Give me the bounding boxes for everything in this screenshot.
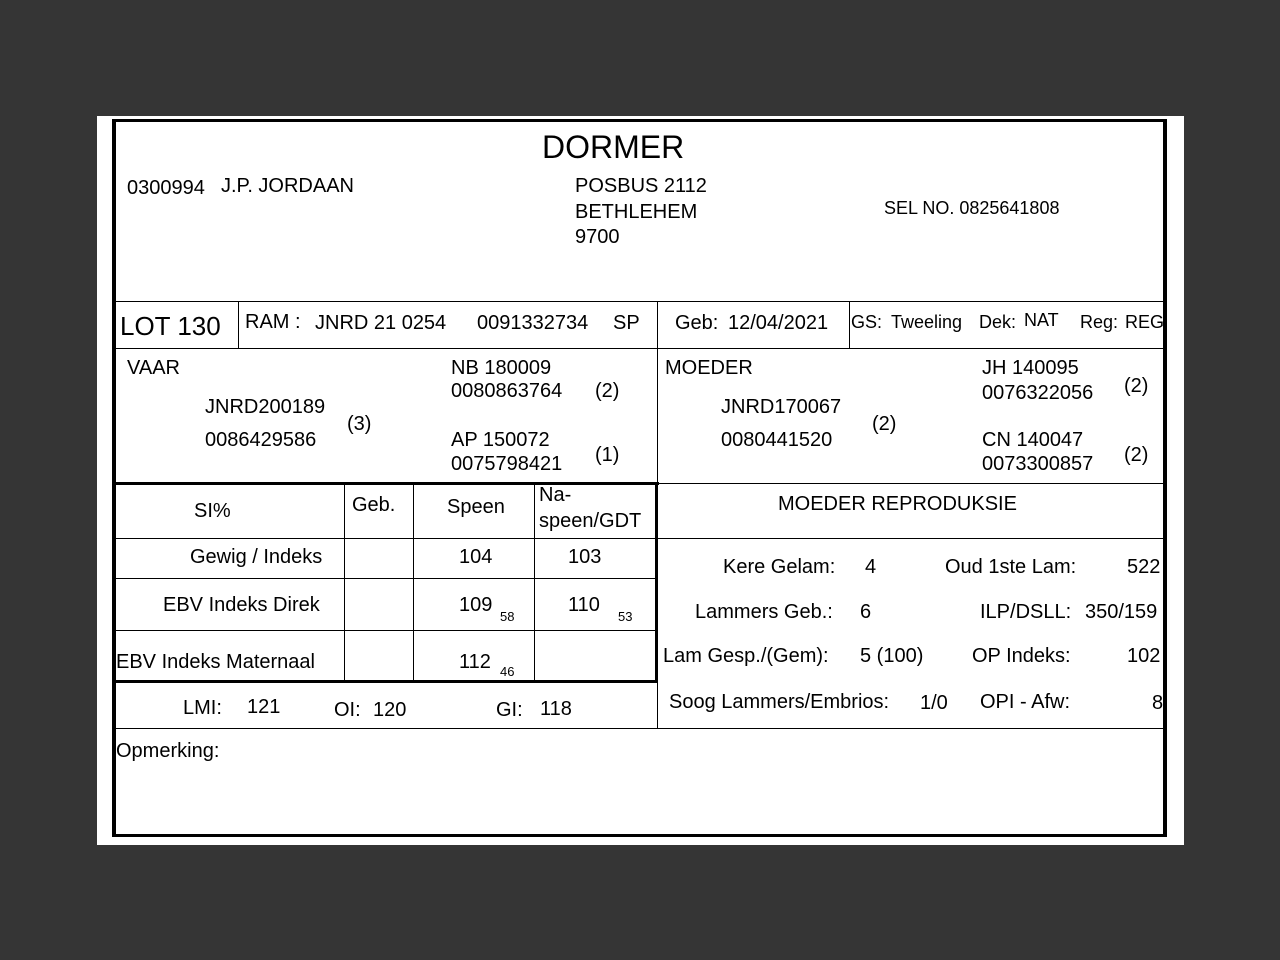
ilp-value: 350/159 (1085, 601, 1158, 623)
divider (849, 301, 850, 348)
divider (657, 301, 658, 348)
sire-count: (3) (347, 413, 372, 435)
divider (657, 682, 658, 728)
remarks-label: Opmerking: (116, 740, 220, 762)
sire-sire-count: (2) (595, 380, 620, 402)
divider (116, 728, 1167, 729)
sale-card-sheet (97, 116, 1184, 845)
dam-dam-id: CN 140047 (982, 429, 1084, 451)
dam-count: (2) (872, 413, 897, 435)
divider (657, 483, 1167, 484)
divider (413, 484, 414, 681)
phone-number: SEL NO. 0825641808 (884, 198, 1060, 218)
row-label: EBV Indeks Maternaal (116, 651, 315, 673)
opi-label: OPI - Afw: (980, 691, 1071, 713)
oi-value: 120 (373, 699, 407, 721)
divider (116, 680, 658, 683)
ram-number: 0091332734 (477, 312, 589, 334)
speen-accuracy: 46 (500, 664, 515, 679)
sire-dam-count: (1) (595, 444, 620, 466)
lam-gesp-label: Lam Gesp./(Gem): (663, 645, 829, 667)
address-line-1: POSBUS 2112 (575, 175, 707, 197)
dam-sire-number: 0076322056 (982, 382, 1094, 404)
sire-sire-id: NB 180009 (451, 357, 552, 379)
speen-accuracy: 58 (500, 609, 515, 624)
si-header: SI% (194, 500, 231, 522)
ram-label: RAM : (245, 311, 301, 333)
sale-card (112, 119, 1167, 837)
sire-label: VAAR (127, 357, 180, 379)
owner-name: J.P. JORDAAN (221, 175, 354, 197)
naspeen-value: 103 (568, 546, 602, 568)
divider (344, 484, 345, 681)
dek-value: NAT (1024, 310, 1059, 330)
dam-label: MOEDER (665, 357, 753, 379)
ilp-label: ILP/DSLL: (980, 601, 1072, 623)
dam-dam-count: (2) (1124, 444, 1149, 466)
address-line-3: 9700 (575, 226, 620, 248)
lmi-value: 121 (247, 696, 281, 718)
sire-id: JNRD200189 (205, 396, 326, 418)
row-label: EBV Indeks Direk (163, 594, 320, 616)
dek-label: Dek: (979, 312, 1017, 332)
dam-sire-count: (2) (1124, 375, 1149, 397)
owner-code: 0300994 (127, 177, 205, 199)
sire-sire-number: 0080863764 (451, 380, 563, 402)
naspeen-accuracy: 53 (618, 609, 633, 624)
dam-dam-number: 0073300857 (982, 453, 1094, 475)
gi-label: GI: (496, 699, 523, 721)
soog-label: Soog Lammers/Embrios: (669, 691, 890, 713)
oud-label: Oud 1ste Lam: (945, 556, 1077, 578)
speen-value: 112 (459, 651, 491, 673)
gi-value: 118 (540, 698, 572, 720)
address-line-2: BETHLEHEM (575, 201, 698, 223)
dam-id: JNRD170067 (721, 396, 842, 418)
sire-dam-number: 0075798421 (451, 453, 563, 475)
lammers-geb-label: Lammers Geb.: (695, 601, 833, 623)
kere-gelam-value: 4 (865, 556, 877, 578)
divider (116, 538, 1167, 539)
divider (116, 348, 1167, 349)
speen-header: Speen (447, 496, 505, 518)
divider (238, 301, 239, 348)
naspeen-header: Na- (539, 484, 572, 506)
speen-value: 104 (459, 546, 493, 568)
sire-number: 0086429586 (205, 429, 317, 451)
divider (534, 484, 535, 681)
lam-gesp-value: 5 (100) (860, 645, 924, 667)
ram-suffix: SP (613, 312, 640, 334)
opi-value: 8 (1152, 692, 1164, 714)
sire-dam-id: AP 150072 (451, 429, 550, 451)
soog-value: 1/0 (920, 692, 948, 714)
birth-date-label: Geb: (675, 312, 719, 334)
divider (655, 482, 658, 682)
oud-value: 522 (1127, 556, 1161, 578)
dam-sire-id: JH 140095 (982, 357, 1079, 379)
reg-label: Reg: (1080, 312, 1119, 332)
naspeen-value: 110 (568, 594, 600, 616)
speen-value: 109 (459, 594, 493, 616)
op-value: 102 (1127, 645, 1161, 667)
divider (116, 578, 656, 579)
divider (116, 630, 656, 631)
divider (116, 301, 1167, 302)
repro-title: MOEDER REPRODUKSIE (778, 493, 1017, 515)
gs-value: Tweeling (891, 312, 963, 332)
lmi-label: LMI: (183, 697, 222, 719)
lammers-geb-value: 6 (860, 601, 872, 623)
breed-title: DORMER (542, 129, 685, 165)
birth-date: 12/04/2021 (728, 312, 829, 334)
oi-label: OI: (334, 699, 361, 721)
divider (657, 348, 658, 484)
lot-number: LOT 130 (120, 311, 221, 341)
ram-id: JNRD 21 0254 (315, 312, 447, 334)
row-label: Gewig / Indeks (190, 546, 323, 568)
kere-gelam-label: Kere Gelam: (723, 556, 836, 578)
naspeen-header: speen/GDT (539, 510, 642, 532)
geb-header: Geb. (352, 494, 396, 516)
gs-label: GS: (851, 312, 883, 332)
divider (116, 482, 659, 485)
dam-number: 0080441520 (721, 429, 833, 451)
op-label: OP Indeks: (972, 645, 1071, 667)
reg-value: REG (1125, 312, 1165, 332)
